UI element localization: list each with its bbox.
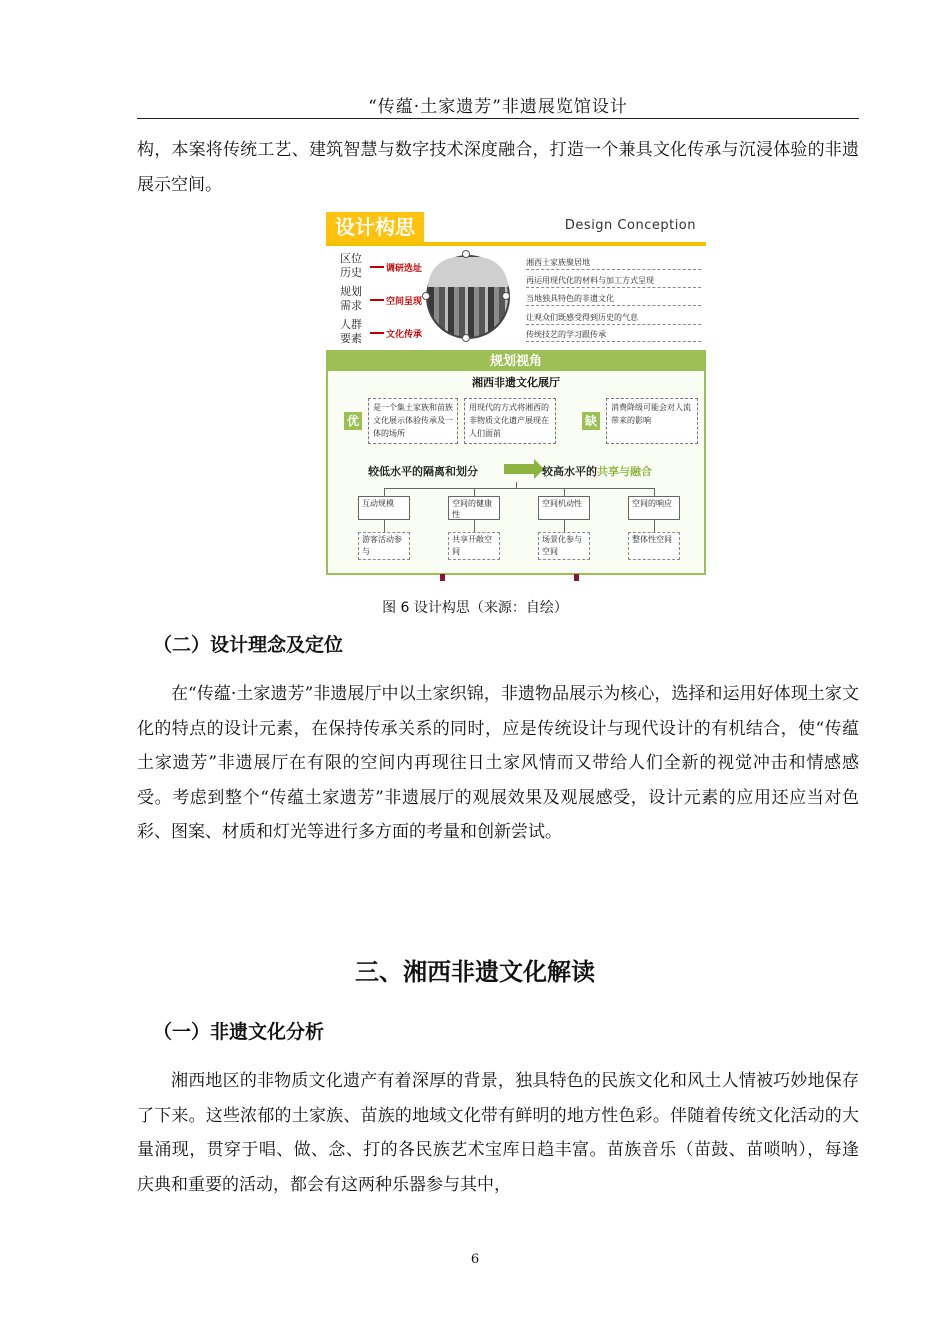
street-photo xyxy=(426,255,510,339)
figure-title-bar xyxy=(326,210,706,246)
page-number: 6 xyxy=(470,1252,480,1267)
subnode-4: 整体性空间 xyxy=(628,532,680,560)
left-label-people: 人群 要素 xyxy=(340,318,362,345)
right-item: 传统技艺的学习跟传承 xyxy=(526,328,701,342)
tree-line xyxy=(564,488,565,496)
dot-icon xyxy=(462,250,470,258)
tree-line xyxy=(516,482,517,488)
arrow-right-icon xyxy=(504,464,534,474)
right-item: 湘西土家族聚居地 xyxy=(526,256,701,270)
high-level-prefix: 较高水平的 xyxy=(542,465,597,478)
intro-paragraph: 构，本案将传统工艺、建筑智慧与数字技术深度融合，打造一个兼具文化传承与沉浸体验的非遗展示空间。 xyxy=(137,140,859,195)
section-2-heading: （二）设计理念及定位 xyxy=(153,634,344,656)
tree-line xyxy=(564,520,565,532)
dot-icon xyxy=(502,292,510,300)
figure-caption: 图 6 设计构思（来源：自绘） xyxy=(382,600,568,616)
marker-tick xyxy=(574,574,579,581)
high-level-highlight: 共享与融合 xyxy=(597,465,652,478)
marker-tick xyxy=(440,574,445,581)
planning-panel xyxy=(326,350,706,575)
arrow-icon xyxy=(370,299,384,301)
tree-line xyxy=(474,520,475,532)
subnode-1: 游客活动参与 xyxy=(358,532,410,560)
tree-line xyxy=(384,488,654,489)
cons-badge: 缺 xyxy=(582,412,600,430)
right-item: 让观众们既感受得到历史的气息 xyxy=(526,311,701,325)
arrow-icon xyxy=(370,266,384,268)
cons-box: 消费降级可能会对人流带来的影响 xyxy=(606,398,698,444)
left-label-location: 区位 历史 xyxy=(340,252,362,279)
red-label-space: 空间呈现 xyxy=(386,297,423,307)
tree-line xyxy=(384,520,385,532)
hall-title: 湘西非遗文化展厅 xyxy=(472,376,560,389)
figure-title-en: Design Conception xyxy=(564,218,696,233)
subnode-3: 场景化参与空间 xyxy=(538,532,590,560)
figure-title-cn: 设计构思 xyxy=(326,212,424,242)
red-label-survey: 调研选址 xyxy=(386,264,423,274)
tree-line xyxy=(384,488,385,496)
subnode-2: 共享开敞空间 xyxy=(448,532,500,560)
pros-box-2: 用现代的方式将湘西的非物质文化遗产展现在人们面前 xyxy=(464,398,556,444)
section-2-paragraph: 在“传蕴·土家遗芳”非遗展厅中以土家织锦，非遗物品展示为核心，选择和运用好体现土家文化的特点的设计元素，在保持传承关系的同时，应是传统设计与现代设计的有机结合，使“传蕴 土家遗芳”非遗展厅在有限的空间内再现往日土家风情而又带给人们全新的视觉冲击和情感感受。考虑到整个“传蕴土家遗芳”非遗展厅的观展效果及观展感受，设计元素的应用还应当对色彩、图案、材质和灯光等进行多方面的考量和创新尝试。 xyxy=(137,684,859,842)
node-4: 空间的响应 xyxy=(628,496,680,520)
page-header: “传蕴·土家遗芳”非遗展览馆设计 xyxy=(137,92,859,119)
node-2: 空间的健康性 xyxy=(448,496,500,520)
left-label-planning: 规划 需求 xyxy=(340,285,362,312)
pros-box-1: 是一个集土家族和苗族文化展示体验传承及一体的场所 xyxy=(368,398,458,444)
low-level-text: 较低水平的隔离和划分 xyxy=(368,465,478,478)
tree-line xyxy=(654,520,655,532)
arrow-icon xyxy=(370,332,384,334)
node-1: 互动规模 xyxy=(358,496,410,520)
panel-title: 规划视角 xyxy=(328,352,704,371)
tree-line xyxy=(654,488,655,496)
red-label-culture: 文化传承 xyxy=(386,330,423,340)
high-level-text xyxy=(542,463,652,479)
design-conception-figure xyxy=(326,210,710,578)
right-item: 当地独具特色的非遗文化 xyxy=(526,292,701,306)
right-item: 再运用现代化的材料与加工方式呈现 xyxy=(526,274,701,288)
pros-badge: 优 xyxy=(344,412,362,430)
chapter-heading: 三、湘西非遗文化解读 xyxy=(355,958,595,986)
node-3: 空间机动性 xyxy=(538,496,590,520)
dot-icon xyxy=(462,334,470,342)
section-1-paragraph: 湘西地区的非物质文化遗产有着深厚的背景，独具特色的民族文化和风土人情被巧妙地保存了下来。这些浓郁的土家族、苗族的地域文化带有鲜明的地方性色彩。伴随着传统文化活动的大量涌现，贯穿于唱、做、念、打的各民族艺术宝库日趋丰富。苗族音乐（苗鼓、苗唢呐），每逢庆典和重要的活动，都会有这两种乐器参与其中， xyxy=(137,1071,859,1195)
section-1-heading: （一）非遗文化分析 xyxy=(153,1021,325,1043)
tree-line xyxy=(474,488,475,496)
dot-icon xyxy=(422,292,430,300)
